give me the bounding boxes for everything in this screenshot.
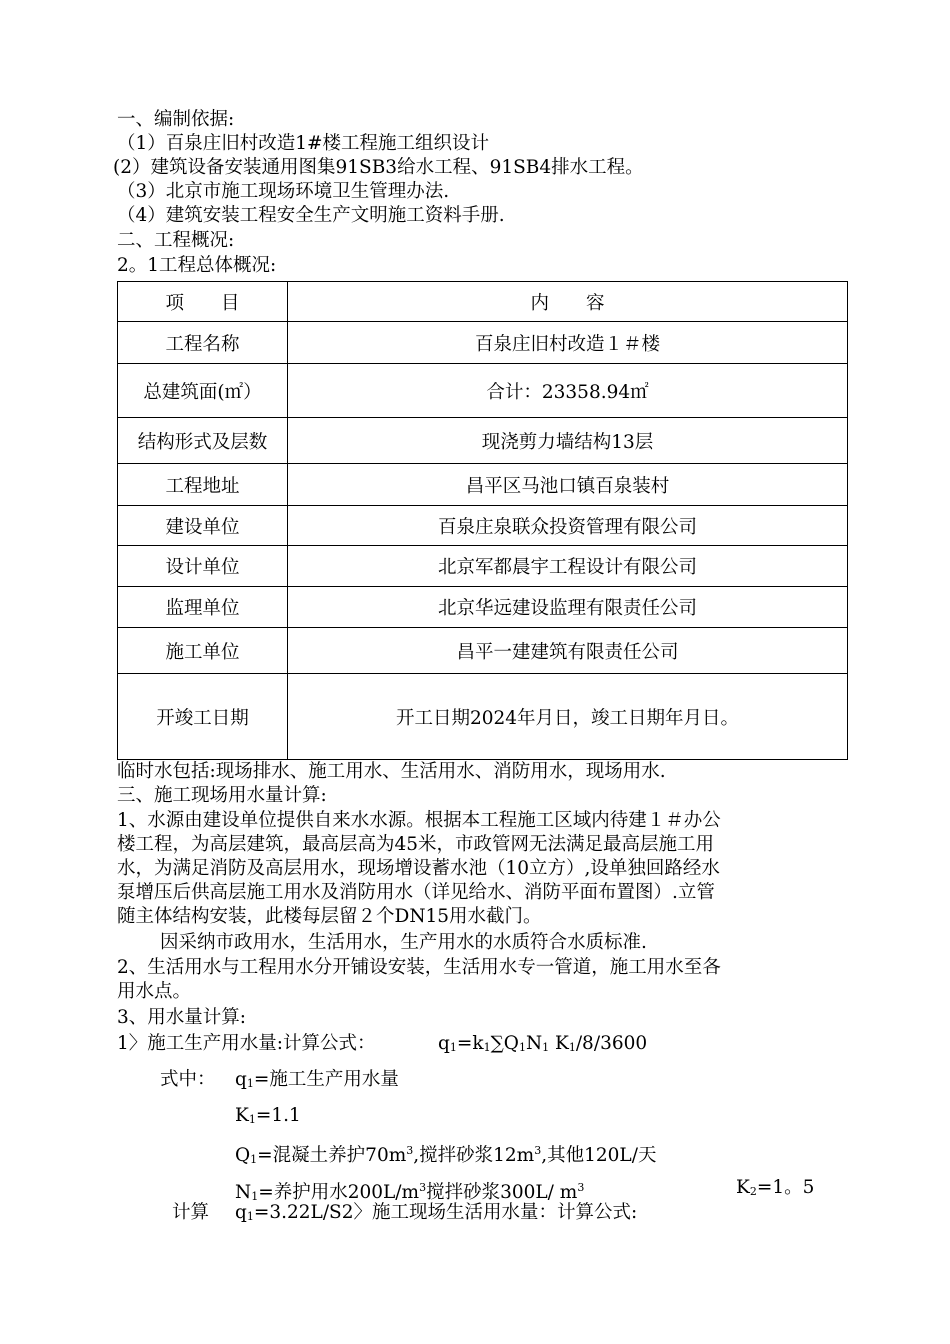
table-row xyxy=(118,506,848,546)
water-calc-heading: 3、用水量计算: xyxy=(117,1007,247,1028)
where-item-4: $N_1=$养护用水$200L/m^3$搅拌砂浆300L/ $m^3$ xyxy=(235,1181,585,1203)
row-value: 百泉庄泉联众投资管理有限公司 xyxy=(288,506,848,546)
row-label: 监理单位 xyxy=(118,587,288,628)
table-row xyxy=(118,587,848,628)
formula-1-label: 1〉施工生产用水量:计算公式： xyxy=(117,1033,376,1054)
table-row xyxy=(118,364,848,418)
temp-water-text: 临时水包括:现场排水、施工用水、生活用水、消防用水，现场用水. xyxy=(117,761,666,782)
row-label: 工程地址 xyxy=(118,464,288,506)
table-row xyxy=(118,464,848,506)
project-overview-table xyxy=(117,281,848,760)
calc-label: 计算 xyxy=(172,1202,210,1223)
paragraph-2: 因采纳市政用水，生活用水，生产用水的水质符合水质标准. xyxy=(160,932,647,953)
where-item-1: $q_1=$施工生产用水量 xyxy=(235,1069,399,1090)
where-label: 式中： xyxy=(160,1069,216,1090)
table-header-row xyxy=(118,282,848,322)
row-label: 结构形式及层数 xyxy=(118,418,288,464)
table-row xyxy=(118,628,848,674)
row-value: 合计：23358.94㎡ xyxy=(288,364,848,418)
basis-item-1: （1）百泉庄旧村改造1#楼工程施工组织设计 xyxy=(117,133,490,154)
basis-title: 一、编制依据: xyxy=(117,109,235,130)
paragraph-1-line: 随主体结构安装，此楼每层留２个DN15用水截门。 xyxy=(117,906,542,927)
table-row xyxy=(118,418,848,464)
table-row xyxy=(118,546,848,587)
row-label: 开竣工日期 xyxy=(118,674,288,760)
row-value: 北京华远建设监理有限责任公司 xyxy=(288,587,848,628)
row-value: 开工日期2024年月日，竣工日期年月日。 xyxy=(288,674,848,760)
basis-item-3: （3）北京市施工现场环境卫生管理办法. xyxy=(117,181,450,202)
overview-subtitle: 2。1工程总体概况: xyxy=(117,255,277,276)
basis-item-2: (2）建筑设备安装通用图集91SB3给水工程、91SB4排水工程。 xyxy=(113,157,644,178)
row-label: 总建筑面(㎡） xyxy=(118,364,288,418)
row-label: 施工单位 xyxy=(118,628,288,674)
paragraph-1-line: 楼工程，为高层建筑，最高层高为45米，市政管网无法满足最高层施工用 xyxy=(117,834,715,855)
paragraph-3-line: 2、生活用水与工程用水分开铺设安装，生活用水专一管道，施工用水至各 xyxy=(117,957,721,978)
row-value: 现浇剪力墙结构13层 xyxy=(288,418,848,464)
formula-1: $q_1=k_1\sum Q_1N_1$ $K_1/8/3600$ xyxy=(438,1033,648,1054)
row-value: 百泉庄旧村改造１＃楼 xyxy=(288,322,848,364)
row-value: 昌平区马池口镇百泉装村 xyxy=(288,464,848,506)
calc-result: $q_1=3.22L/S2$〉施工现场生活用水量：计算公式: xyxy=(235,1202,638,1223)
paragraph-1-line: 泵增压后供高层施工用水及消防用水（详见给水、消防平面布置图）.立管 xyxy=(117,882,715,903)
table-header-item: 项 目 xyxy=(118,282,288,322)
paragraph-1-line: 水，为满足消防及高层用水，现场增设蓄水池（10立方）,设单独回路经水 xyxy=(117,858,720,879)
overview-title: 二、工程概况: xyxy=(117,230,235,251)
row-label: 工程名称 xyxy=(118,322,288,364)
row-label: 设计单位 xyxy=(118,546,288,587)
k2-value: $K_2=1$。5 xyxy=(736,1177,815,1198)
where-item-2: $K_1=1.1$ xyxy=(235,1105,301,1126)
row-value: 昌平一建建筑有限责任公司 xyxy=(288,628,848,674)
table-row xyxy=(118,322,848,364)
paragraph-3-line: 用水点。 xyxy=(117,981,192,1002)
row-label: 建设单位 xyxy=(118,506,288,546)
basis-item-4: （4）建筑安装工程安全生产文明施工资料手册. xyxy=(117,205,505,226)
table-header-content: 内 容 xyxy=(288,282,848,322)
where-item-3: $Q_1=$混凝土养护$70m^3$,搅拌砂浆$12m^3$,其他120L/天 xyxy=(235,1144,657,1166)
paragraph-1-line: 1、水源由建设单位提供自来水水源。根据本工程施工区域内待建１＃办公 xyxy=(117,810,721,831)
table-row xyxy=(118,674,848,760)
calc-title: 三、施工现场用水量计算: xyxy=(117,785,327,806)
row-value: 北京军都晨宇工程设计有限公司 xyxy=(288,546,848,587)
